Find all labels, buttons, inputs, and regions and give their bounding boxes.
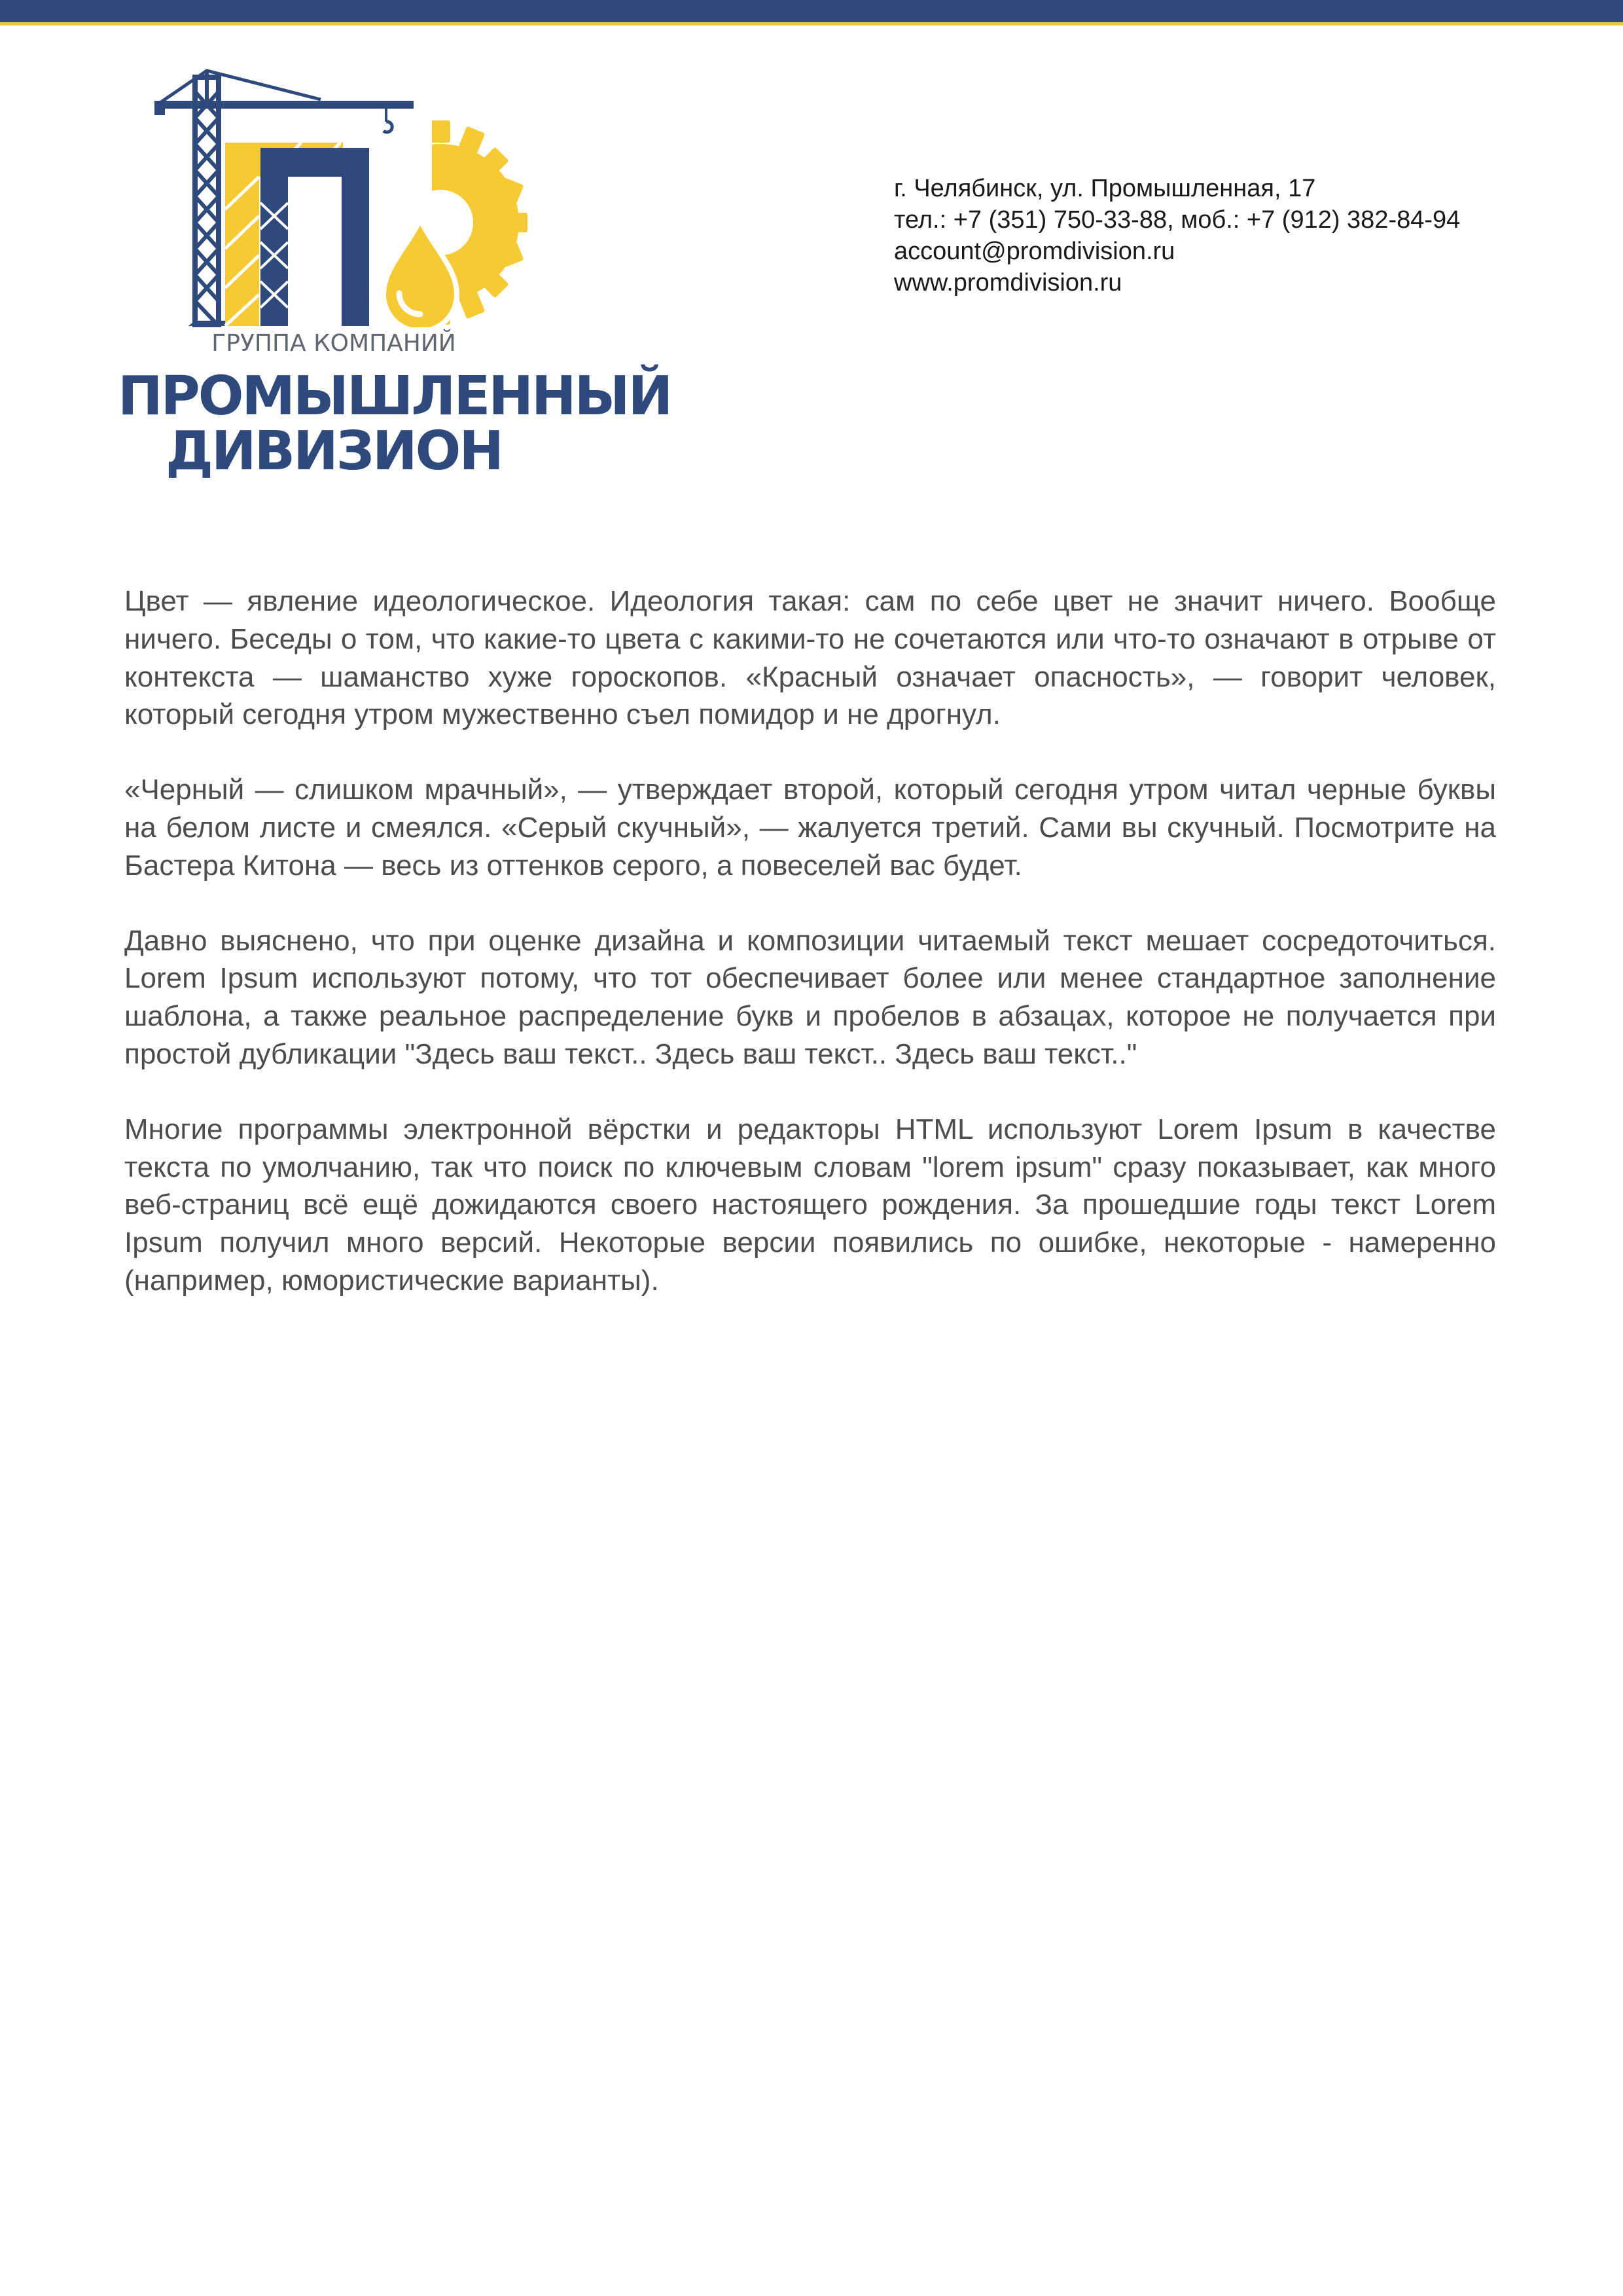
header-bar: [0, 0, 1623, 22]
contact-address: г. Челябинск, ул. Промышленная, 17: [894, 175, 1316, 202]
logo-name-line1: ПРОМЫШЛЕННЫЙ: [118, 365, 671, 427]
contact-email[interactable]: account@promdivision.ru: [894, 238, 1175, 265]
contact-block: [894, 173, 1561, 298]
contact-phones: тел.: +7 (351) 750-33-88, моб.: +7 (912) 382-84-94: [894, 206, 1461, 234]
logo-name-line2: ДИВИЗИОН: [165, 420, 502, 482]
header-accent-line: [0, 22, 1623, 26]
crane-gear-oil-drop-logo-icon: [118, 65, 550, 327]
company-logo: [118, 65, 671, 484]
body-paragraph-3: Давно выяснено, что при оценке дизайна и композиции читаемый текст мешает сосредоточиться. Lorem Ipsum используют потому, что тот обеспечивает более или менее стандартное заполнение шаблона, а также реальное распределение букв и пробелов в абзацах, которое не получается при простой дубликации "Здесь ваш текст.. Здесь ваш текст.. Здесь ваш текст..": [124, 924, 1496, 1070]
contact-website[interactable]: www.promdivision.ru: [894, 269, 1122, 296]
body-paragraph-1: Цвет — явление идеологическое. Идеология такая: сам по себе цвет не значит ничего. Вообще ничего. Беседы о том, что какие-то цвета с какими-то не сочетаются или что-то означают в отрыве от контекста — шаманство хуже гороскопов. «Красный означает опасность», — говорит человек, который сегодня утром мужественно съел помидор и не дрогнул.: [124, 585, 1496, 731]
logo-tagline: ГРУППА КОМПАНИЙ: [211, 330, 456, 357]
body-paragraph-2: «Черный — слишком мрачный», — утверждает второй, который сегодня утром читал черные буквы на белом листе и смеялся. «Серый скучный», — жалуется третий. Сами вы скучный. Посмотрите на Бастера Китона — весь из оттенков серого, а повеселей вас будет.: [124, 774, 1496, 882]
letter-body: [124, 583, 1496, 1337]
body-paragraph-4: Многие программы электронной вёрстки и редакторы HTML используют Lorem Ipsum в качестве текста по умолчанию, так что поиск по ключевым словам "lorem ipsum" сразу показывает, как много веб-страниц всё ещё дожидаются своего настоящего рождения. За прошедшие годы текст Lorem Ipsum получил много версий. Некоторые версии появились по ошибке, некоторые - намеренно (например, юмористические варианты).: [124, 1113, 1496, 1297]
letter-p-block-icon: [260, 148, 369, 326]
